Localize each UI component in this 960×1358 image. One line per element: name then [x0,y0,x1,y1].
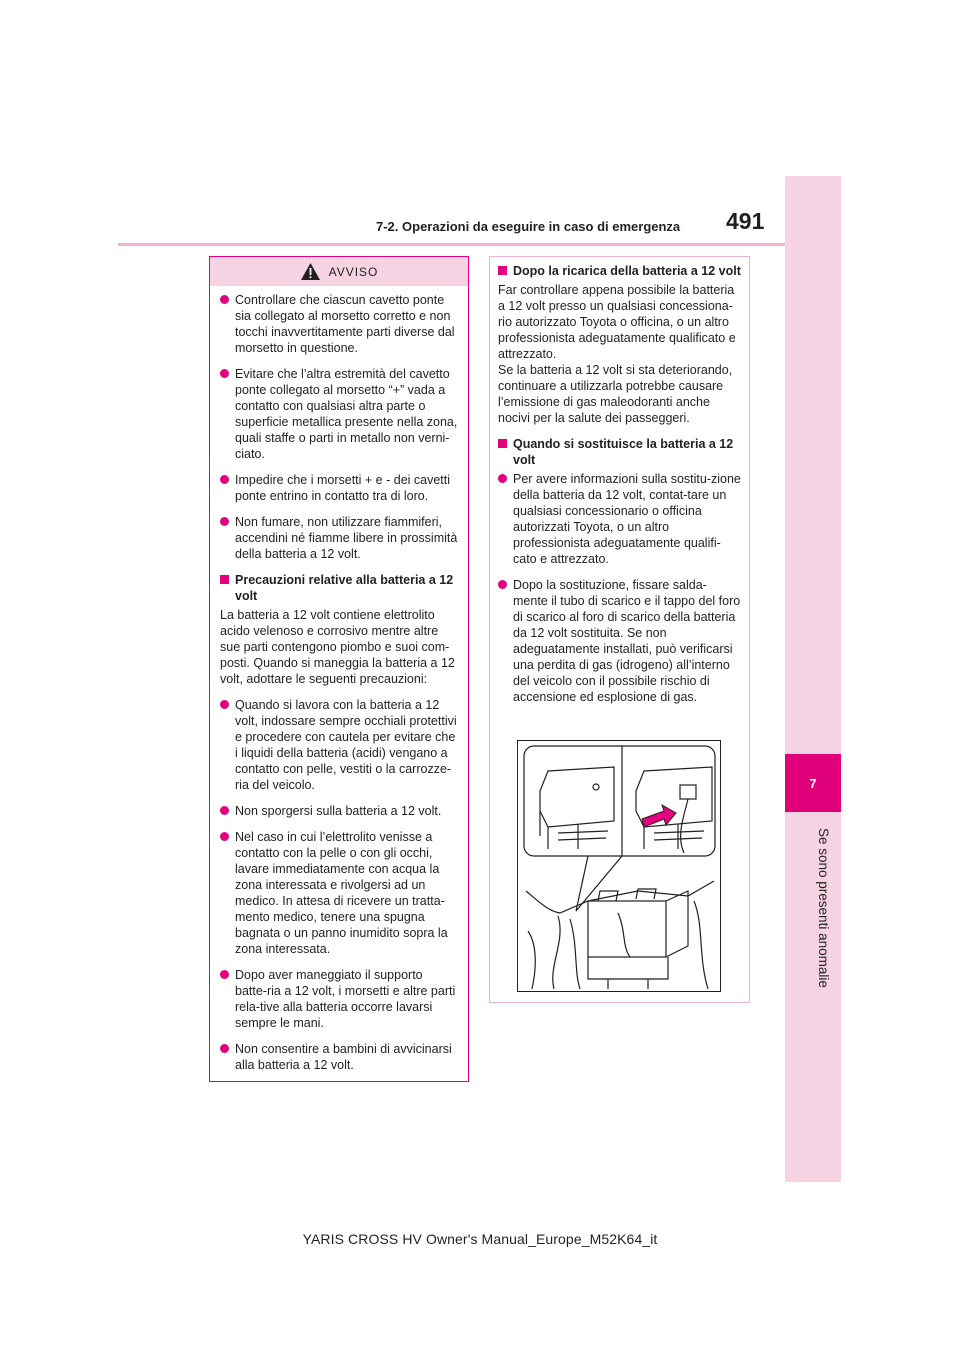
list-item [220,1041,458,1073]
precautions-heading [220,572,458,604]
replacement-heading-text: Quando si sostituisce la batteria a 12 volt [513,437,734,467]
warning-header [210,257,468,286]
chapter-label: Se sono presenti anomalie [816,828,831,988]
page-number: 491 [726,208,765,234]
precautions-paragraph: La batteria a 12 volt contiene elettrolito acido velenoso e corrosivo mentre altre sue parti contengono piombo e suoi com-posti. Quando si maneggia la batteria a 12 volt, adottare le seguenti precauzioni: [220,608,455,686]
footer: YARIS CROSS HV Owner's Manual_Europe_M52K64_it [302,1231,658,1247]
warning-box [209,256,469,1082]
bullet-text: Quando si lavora con la batteria a 12 volt, indossare sempre occhiali protettivi e procedere con cautela per evitare che i liquidi della batteria (acidi) vengano a contatto con pelle, vestiti o la carrozze-ria del veicolo. [235,698,457,792]
list-item [220,829,458,957]
chapter-side-tab [785,176,841,1182]
bullet-dot [220,1044,229,1053]
bullet-text: Evitare che l’altra estremità del cavetto ponte collegato al morsetto “+” vada a contatto con qualsiasi altra parte o superficie metallica presente nella zona, quali staffe o parti in metallo non verni-ciato. [235,367,458,461]
square-bullet [498,266,507,275]
after-recharge-heading [498,263,741,279]
after-recharge-paragraph-2: Se la batteria a 12 volt si sta deteriorando, continuare a utilizzarla potrebbe causare l’emissione di gas maleodoranti anche nocivi per la salute dei passeggeri. [498,363,733,425]
bullet-dot [220,970,229,979]
chapter-number: 7 [785,754,841,812]
list-item [498,471,741,567]
bullet-dot [220,295,229,304]
list-item [220,292,458,356]
bullet-dot [220,806,229,815]
bullet-dot [220,475,229,484]
square-bullet [498,439,507,448]
battery-drain-tube-illustration [518,741,720,991]
bullet-text: Controllare che ciascun cavetto ponte sia collegato al morsetto corretto e non tocchi inavvertitamente parti diverse dal morsetto in questione. [235,293,455,355]
battery-illustration [517,740,721,992]
list-item [220,472,458,504]
list-item [220,967,458,1031]
bullet-dot [498,474,507,483]
bullet-text: Per avere informazioni sulla sostitu-zione della batteria da 12 volt, contat-tare un qualsiasi concessionario o officina autorizzati Toyota, o un altro professionista adeguatamente qualifi-cato e attrezzato. [513,472,741,566]
section-title: 7-2. Operazioni da eseguire in caso di emergenza [376,219,681,234]
replacement-heading [498,436,741,468]
precautions-heading-text: Precauzioni relative alla batteria a 12 volt [235,573,454,603]
list-item [498,577,741,705]
after-recharge-paragraph-1: Far controllare appena possibile la batteria a 12 volt presso un qualsiasi concessiona-rio autorizzato Toyota o officina, o un altro professionista adeguatamente qualificato e attrezzato. [498,283,736,361]
list-item [220,366,458,462]
list-item [220,514,458,562]
arrow-icon [642,805,676,827]
bullet-dot [220,369,229,378]
bullet-text: Non sporgersi sulla batteria a 12 volt. [235,804,442,818]
header-rule [118,243,785,246]
bullet-text: Impedire che i morsetti + e - dei cavetti ponte entrino in contatto tra di loro. [235,473,451,503]
bullet-dot [498,580,507,589]
bullet-text: Dopo la sostituzione, fissare salda-mente il tubo di scarico e il tappo del foro di scarico al foro di scarico della batteria da 12 volt sostituita. Se non adeguatamente installati, può verificarsi una perdita di gas (idrogeno) all’interno del veicolo con il possibile rischio di accensione ed esplosione di gas. [513,578,741,704]
bullet-dot [220,832,229,841]
bullet-text: Nel caso in cui l’elettrolito venisse a contatto con la pelle o con gli occhi, lavare immediatamente con acqua la zona interessata e rivolgersi ad un medico. In attesa di ricevere un tratta-mento medico, tenere una spugna bagnata o un panno inumidito sopra la zona interessata. [235,830,448,956]
after-recharge-heading-text: Dopo la ricarica della batteria a 12 volt [513,264,741,278]
warning-triangle-icon [300,262,321,281]
list-item [220,697,458,793]
list-item [220,803,458,819]
bullet-text: Non fumare, non utilizzare fiammiferi, accendini né fiamme libere in prossimità della batteria a 12 volt. [235,515,458,561]
bullet-dot [220,700,229,709]
info-box [489,256,750,1003]
warning-title: AVVISO [328,264,379,279]
bullet-text: Non consentire a bambini di avvicinarsi alla batteria a 12 volt. [235,1042,452,1072]
bullet-dot [220,517,229,526]
bullet-text: Dopo aver maneggiato il supporto batte-ria a 12 volt, i morsetti e altre parti rela-tive alla batteria occorre lavarsi sempre le mani. [235,968,456,1030]
square-bullet [220,575,229,584]
